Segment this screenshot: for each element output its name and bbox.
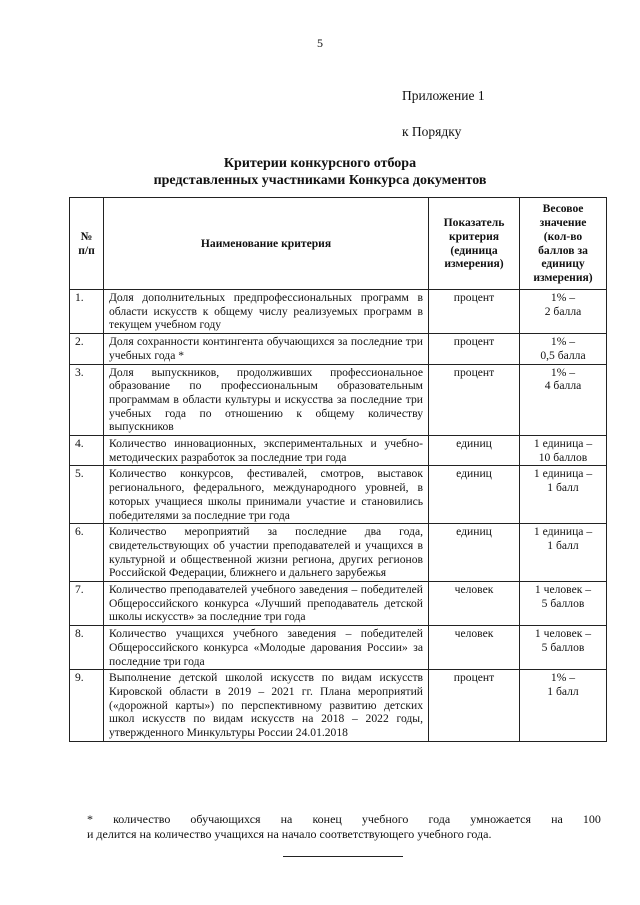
row-weight-line2: 1 балл: [547, 481, 579, 495]
header-name: Наименование критерия: [104, 198, 429, 290]
row-weight-line2: 1 балл: [547, 684, 579, 698]
row-weight-line1: 1 единица –: [533, 525, 593, 539]
row-unit: процент: [429, 364, 520, 436]
row-num: 5.: [70, 466, 104, 524]
row-weight-line2: 10 баллов: [538, 450, 588, 464]
row-criterion: Доля сохранности контингента обучающихся за последние три учебных года *: [104, 334, 429, 364]
row-criterion: Количество конкурсов, фестивалей, смотров, выставок регионального, федерального, международного уровней, в которых учащиеся школы принимали участие и становились победителями за последние три года: [104, 466, 429, 524]
row-criterion: Количество инновационных, экспериментальных и учебно-методических разработок за последние три года: [104, 436, 429, 466]
row-weight-line2: 5 баллов: [541, 640, 585, 654]
row-weight: [520, 436, 607, 466]
closing-rule: [283, 856, 403, 857]
row-num: 1.: [70, 290, 104, 334]
row-unit: единиц: [429, 524, 520, 582]
row-weight-line1: 1% –: [550, 671, 576, 685]
footnote-word: обучающихся: [190, 812, 261, 826]
criteria-table: [69, 197, 607, 742]
row-num: 9.: [70, 670, 104, 742]
row-num: 4.: [70, 436, 104, 466]
row-weight-line1: 1 человек –: [534, 627, 592, 641]
footnote-word: на: [551, 812, 563, 826]
appendix-label: Приложение 1: [402, 88, 485, 103]
row-num: 6.: [70, 524, 104, 582]
footnote: [87, 812, 601, 842]
table-row: [70, 582, 607, 626]
table-row: [70, 290, 607, 334]
row-weight: [520, 582, 607, 626]
row-weight-line2: 4 балла: [544, 379, 582, 393]
footnote-word: конец: [312, 812, 342, 826]
table-row: [70, 466, 607, 524]
row-unit: единиц: [429, 466, 520, 524]
row-weight-line2: 1 балл: [547, 538, 579, 552]
row-weight-line1: 1 единица –: [533, 437, 593, 451]
appendix-reference: к Порядку: [402, 124, 462, 139]
row-num: 2.: [70, 334, 104, 364]
table-row: [70, 670, 607, 742]
table-row: [70, 364, 607, 436]
row-unit: процент: [429, 290, 520, 334]
row-criterion: Количество преподавателей учебного заведения – победителей Общероссийского конкурса «Лучший преподаватель детской школы искусств» за последние три года: [104, 582, 429, 626]
page-number: 5: [317, 36, 323, 50]
title-line-2: представленных участниками Конкурса документов: [153, 173, 487, 188]
document-title: [0, 155, 640, 189]
row-unit: процент: [429, 670, 520, 742]
row-weight: [520, 364, 607, 436]
footnote-word: года: [428, 812, 451, 826]
row-weight-line2: 0,5 балла: [540, 348, 586, 362]
row-weight-line1: 1% –: [550, 291, 576, 304]
row-weight: [520, 334, 607, 364]
row-criterion: Доля дополнительных предпрофессиональных программ в области искусств к общему числу реализуемых программ в текущем учебном году: [104, 290, 429, 334]
row-weight: [520, 290, 607, 334]
row-weight: [520, 524, 607, 582]
row-criterion: Количество учащихся учебного заведения – победителей Общероссийского конкурса «Молодые дарования России» за последние три года: [104, 626, 429, 670]
row-weight-line1: 1 единица –: [533, 467, 593, 481]
row-criterion: Выполнение детской школой искусств по видам искусств Кировской области в 2019 – 2021 гг. Плана мероприятий («дорожной карты») по перспективному развитию детских школ искусств по видам искусств на 2018 – 2022 годы, утвержденного Минкультуры России 24.01.2018: [104, 670, 429, 742]
footnote-word: учебного: [361, 812, 409, 826]
row-unit: человек: [429, 626, 520, 670]
row-unit: человек: [429, 582, 520, 626]
header-weight: Весовое значение (кол-во баллов за единицу измерения): [520, 198, 607, 290]
row-weight: [520, 626, 607, 670]
row-weight-line1: 1 человек –: [534, 583, 592, 597]
footnote-line-1: [87, 812, 601, 827]
footnote-word: количество: [113, 812, 171, 826]
table-header-row: [70, 198, 607, 290]
table-row: [70, 626, 607, 670]
row-unit: единиц: [429, 436, 520, 466]
table-row: [70, 436, 607, 466]
row-weight-line1: 1% –: [550, 335, 576, 349]
footnote-word: на: [280, 812, 293, 826]
footnote-word: 100: [582, 812, 601, 826]
table-row: [70, 334, 607, 364]
footnote-line-2: и делится на количество учащихся на начало соответствующего учебного года.: [87, 827, 492, 841]
header-num: № п/п: [70, 198, 104, 290]
row-num: 3.: [70, 364, 104, 436]
row-criterion: Доля выпускников, продолживших профессиональное образование по профессиональным образовательным программам в области культуры и искусства за последние три учебных года по отношению к общему количеству выпускников: [104, 364, 429, 436]
table-row: [70, 524, 607, 582]
row-num: 8.: [70, 626, 104, 670]
row-criterion: Количество мероприятий за последние два года, свидетельствующих об участии преподавателей и учащихся в культурной и общественной жизни региона, других регионов Российской Федерации, ближнего и дальнего зарубежья: [104, 524, 429, 582]
row-weight: [520, 670, 607, 742]
row-weight-line2: 5 баллов: [541, 596, 585, 610]
row-num: 7.: [70, 582, 104, 626]
header-unit: Показатель критерия (единица измерения): [429, 198, 520, 290]
footnote-asterisk: *: [87, 812, 93, 826]
title-line-1: Критерии конкурсного отбора: [223, 156, 417, 171]
row-weight-line2: 2 балла: [544, 304, 582, 318]
footnote-word: умножается: [470, 812, 531, 826]
row-weight: [520, 466, 607, 524]
row-weight-line1: 1% –: [550, 365, 576, 379]
row-unit: процент: [429, 334, 520, 364]
